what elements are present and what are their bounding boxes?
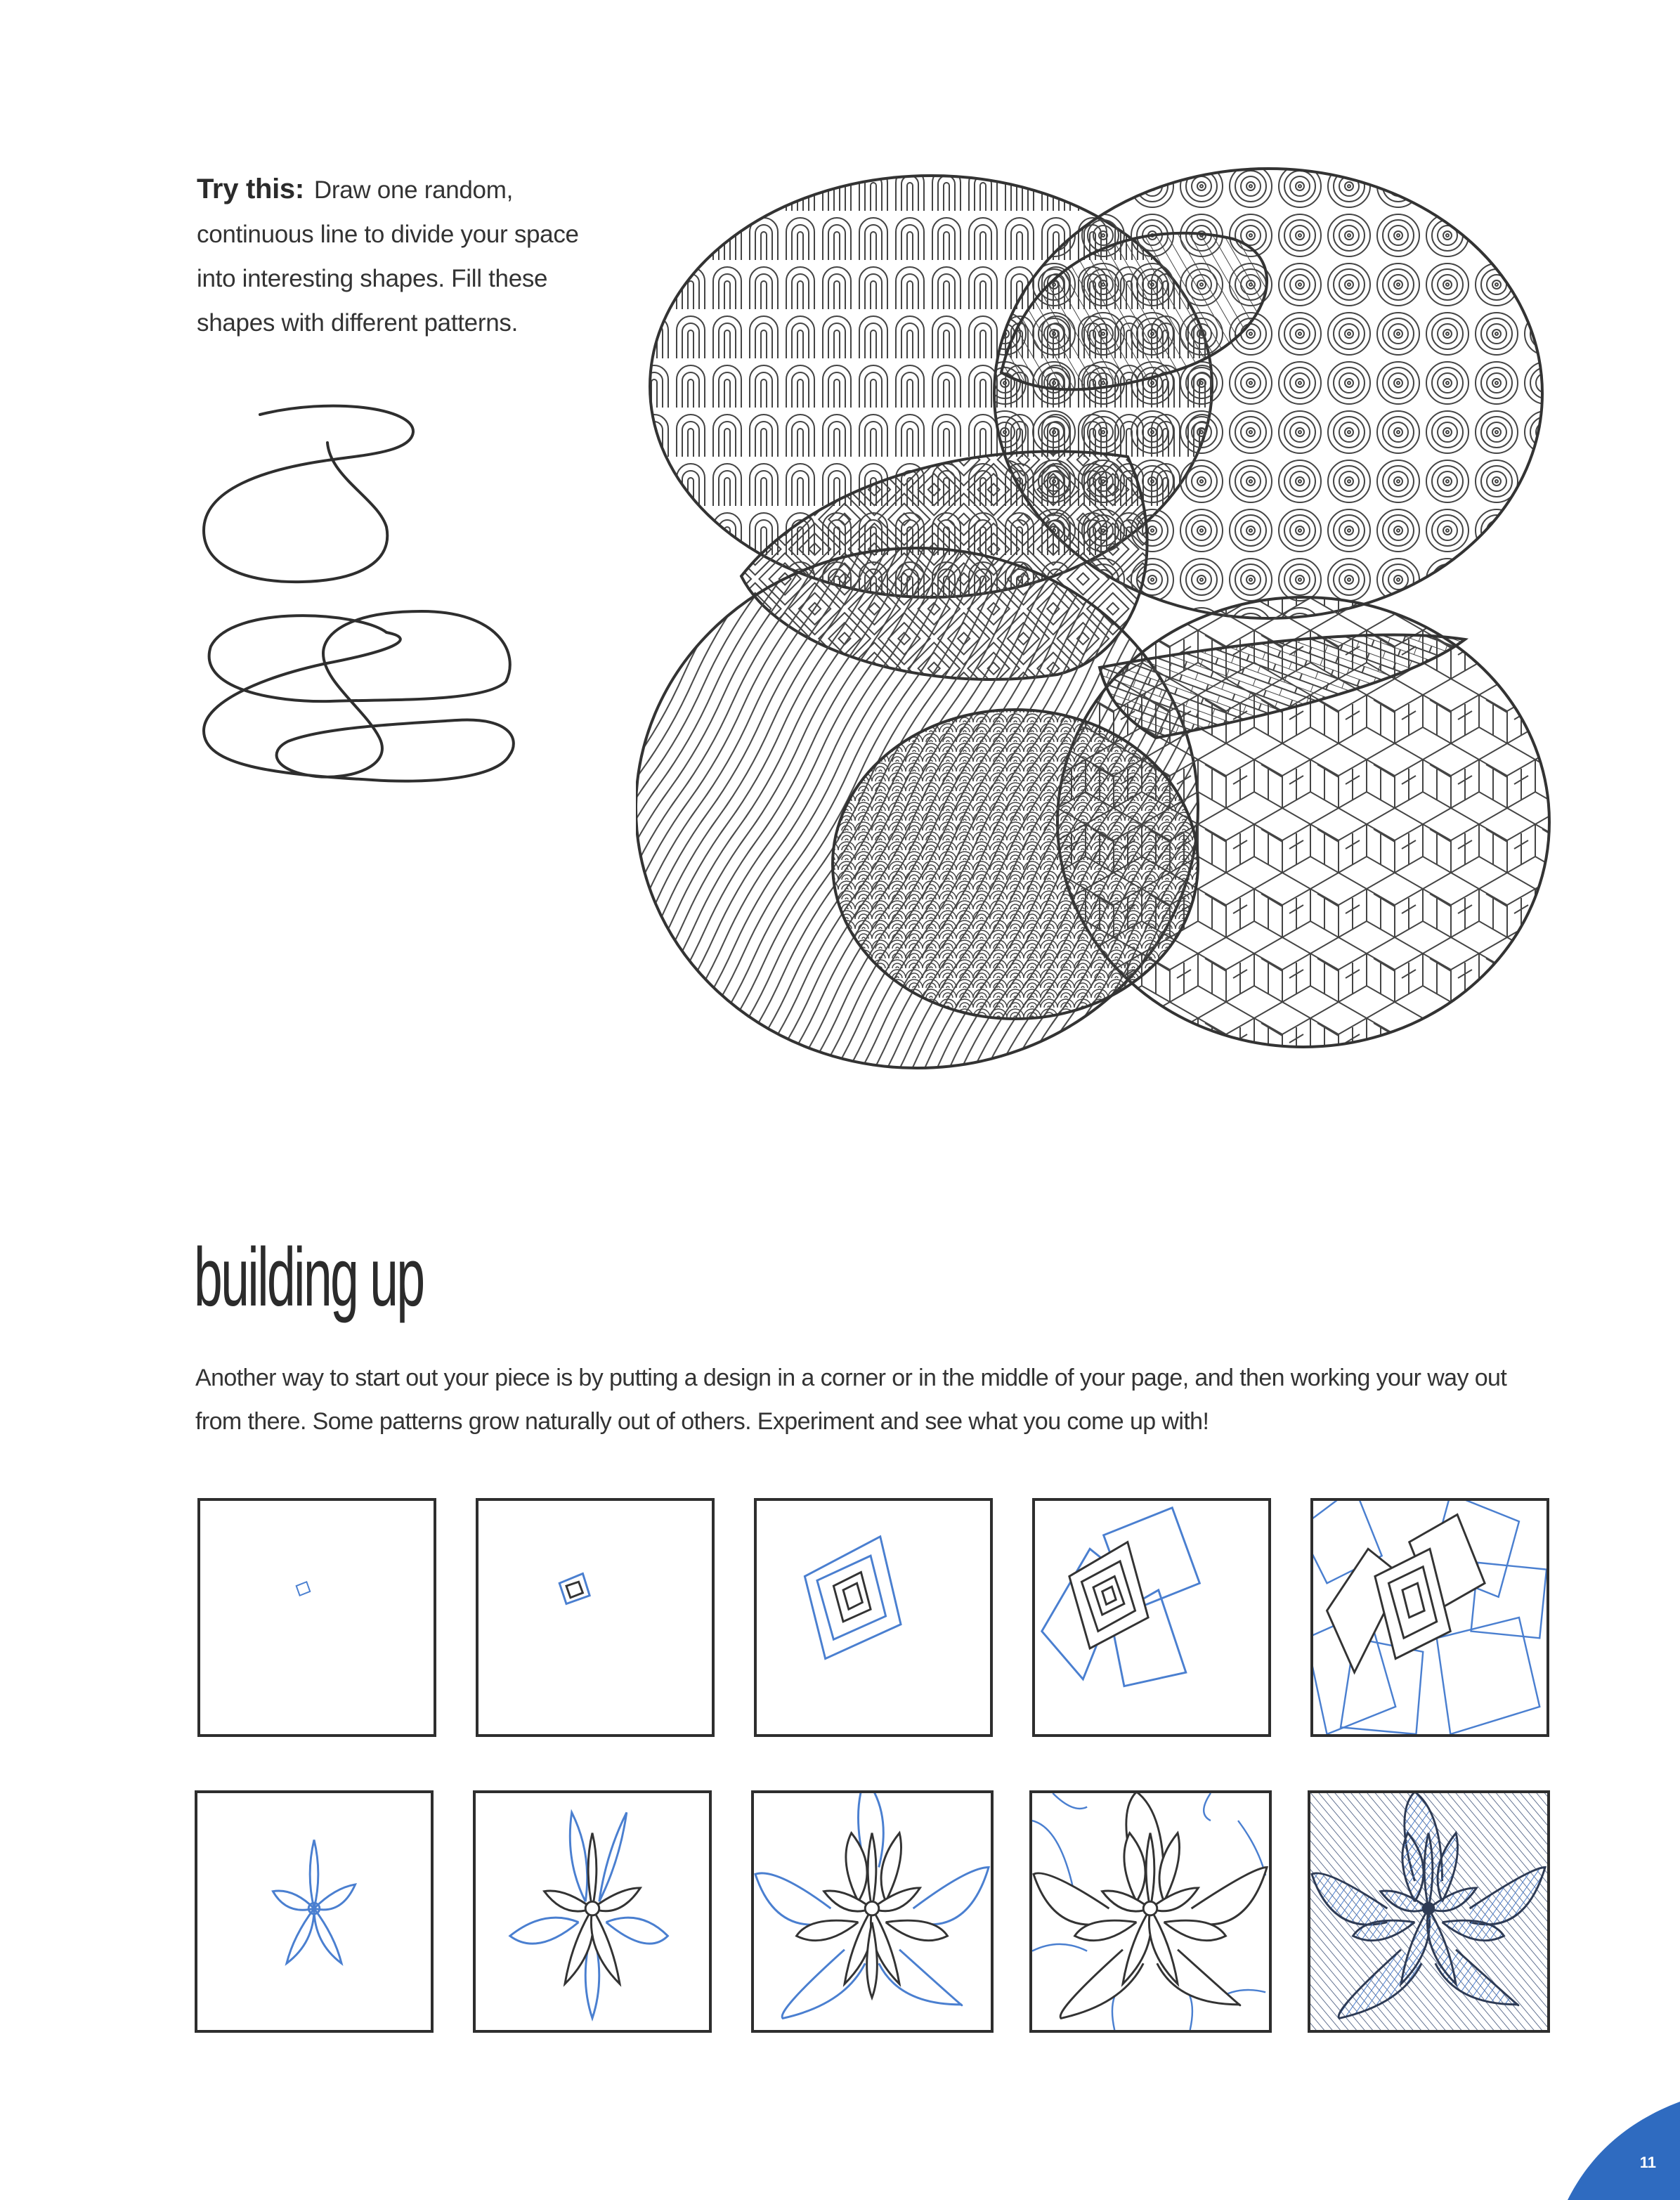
single-loop-line xyxy=(204,406,413,582)
flower-step-2 xyxy=(473,1790,712,2033)
square-step-3 xyxy=(754,1498,993,1737)
flower-step-3 xyxy=(751,1790,994,2033)
continuous-line-examples xyxy=(190,401,520,1005)
page-number-tab xyxy=(1561,2095,1680,2200)
page-number: 11 xyxy=(1639,2154,1656,2171)
square-step-5 xyxy=(1310,1498,1549,1737)
try-this-label: Try this: xyxy=(197,174,304,204)
zentangle-illustration xyxy=(636,162,1556,1075)
section-heading: building up xyxy=(194,1231,424,1324)
flower-step-1 xyxy=(195,1790,434,2033)
flower-step-5 xyxy=(1308,1790,1550,2033)
scale-oval xyxy=(833,710,1198,1019)
square-step-1 xyxy=(197,1498,436,1737)
square-step-2 xyxy=(476,1498,715,1737)
try-this-instruction xyxy=(197,167,618,345)
flower-step-4 xyxy=(1029,1790,1272,2033)
multi-loop-line xyxy=(204,611,514,781)
square-step-4 xyxy=(1032,1498,1271,1737)
section-intro: Another way to start out your piece is by putting a design in a corner or in the middle of your page, and then working your way out from there. Some patterns grow naturally out of others. Experiment and see what you come up with! xyxy=(195,1365,1507,1435)
try-this-text: Draw one random, continuous line to divide your space into interesting shapes. Fill these shapes with different patterns. xyxy=(197,176,579,337)
